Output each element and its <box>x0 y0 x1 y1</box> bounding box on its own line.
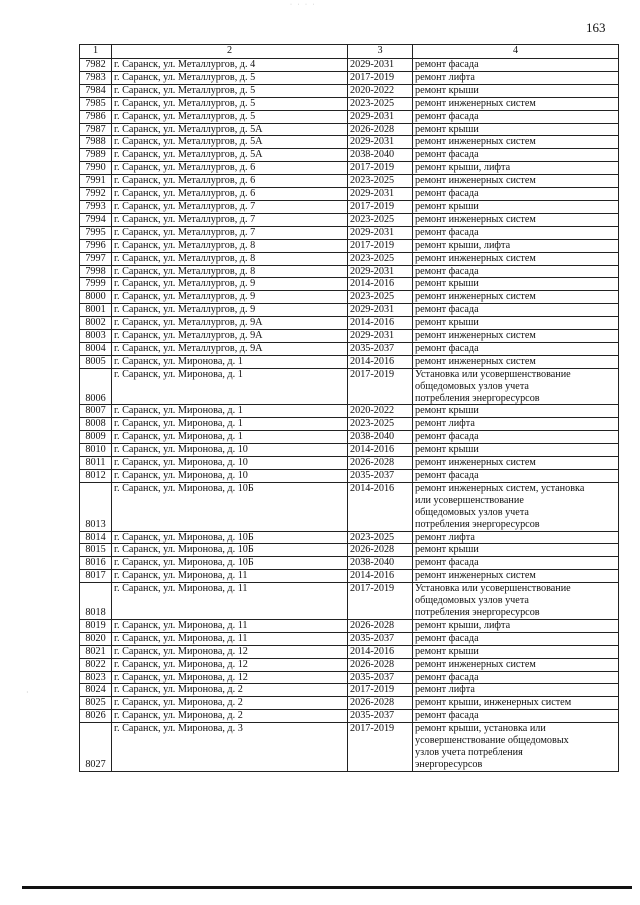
row-work-line: Установка или усовершенствование <box>415 368 571 380</box>
row-work: ремонт фасада <box>413 149 619 162</box>
row-number: 8008 <box>80 418 112 431</box>
row-work: ремонт лифта <box>413 71 619 84</box>
table-row <box>80 619 619 632</box>
row-address: г. Саранск, ул. Миронова, д. 2 <box>112 684 348 697</box>
row-address: г. Саранск, ул. Металлургов, д. 9 <box>112 278 348 291</box>
row-period: 2035-2037 <box>348 632 413 645</box>
row-number: 8009 <box>80 431 112 444</box>
row-work: ремонт фасада <box>413 431 619 444</box>
row-address: г. Саранск, ул. Миронова, д. 2 <box>112 697 348 710</box>
row-address: г. Саранск, ул. Металлургов, д. 4 <box>112 59 348 72</box>
row-number: 7985 <box>80 97 112 110</box>
row-work: ремонт крыши <box>413 123 619 136</box>
row-number: 8015 <box>80 544 112 557</box>
row-number: 8021 <box>80 645 112 658</box>
table-row <box>80 645 619 658</box>
row-work: ремонт крыши <box>413 444 619 457</box>
row-address: г. Саранск, ул. Металлургов, д. 5 <box>112 84 348 97</box>
row-work: ремонт крыши <box>413 645 619 658</box>
header-row <box>80 45 619 59</box>
row-address: г. Саранск, ул. Металлургов, д. 5А <box>112 136 348 149</box>
row-period: 2026-2028 <box>348 457 413 470</box>
row-work: ремонт крыши <box>413 544 619 557</box>
row-work: ремонт крыши, лифта <box>413 619 619 632</box>
row-period: 2035-2037 <box>348 342 413 355</box>
row-address: г. Саранск, ул. Миронова, д. 10Б <box>112 544 348 557</box>
row-address: г. Саранск, ул. Металлургов, д. 5 <box>112 97 348 110</box>
row-period: 2023-2025 <box>348 97 413 110</box>
row-period: 2026-2028 <box>348 658 413 671</box>
header-col-address: 2 <box>112 45 348 59</box>
row-work: ремонт инженерных систем <box>413 457 619 470</box>
row-address: г. Саранск, ул. Миронова, д. 10Б <box>112 531 348 544</box>
row-work: ремонт фасада <box>413 110 619 123</box>
row-address: г. Саранск, ул. Миронова, д. 1 <box>112 368 348 405</box>
row-address: г. Саранск, ул. Миронова, д. 12 <box>112 658 348 671</box>
row-work: ремонт крыши <box>413 278 619 291</box>
row-work: ремонт фасада <box>413 188 619 201</box>
row-address: г. Саранск, ул. Миронова, д. 11 <box>112 570 348 583</box>
row-period: 2026-2028 <box>348 544 413 557</box>
row-address: г. Саранск, ул. Металлургов, д. 9А <box>112 342 348 355</box>
row-period: 2017-2019 <box>348 368 413 405</box>
table-row <box>80 658 619 671</box>
row-address: г. Саранск, ул. Металлургов, д. 9 <box>112 291 348 304</box>
table-row <box>80 71 619 84</box>
row-work: ремонт лифта <box>413 531 619 544</box>
table-row <box>80 84 619 97</box>
row-period: 2026-2028 <box>348 697 413 710</box>
row-period: 2017-2019 <box>348 239 413 252</box>
row-number: 7987 <box>80 123 112 136</box>
table-row <box>80 431 619 444</box>
row-period: 2026-2028 <box>348 123 413 136</box>
row-period: 2029-2031 <box>348 226 413 239</box>
row-address: г. Саранск, ул. Металлургов, д. 6 <box>112 188 348 201</box>
row-period: 2038-2040 <box>348 149 413 162</box>
row-address: г. Саранск, ул. Металлургов, д. 6 <box>112 175 348 188</box>
row-address: г. Саранск, ул. Миронова, д. 10 <box>112 457 348 470</box>
row-work: ремонт фасада <box>413 710 619 723</box>
table-row <box>80 710 619 723</box>
row-address: г. Саранск, ул. Миронова, д. 3 <box>112 723 348 772</box>
row-work: ремонт фасада <box>413 304 619 317</box>
row-period: 2029-2031 <box>348 136 413 149</box>
row-number: 7983 <box>80 71 112 84</box>
row-address: г. Саранск, ул. Металлургов, д. 5А <box>112 123 348 136</box>
table-row <box>80 405 619 418</box>
row-address: г. Саранск, ул. Металлургов, д. 9А <box>112 330 348 343</box>
table-row <box>80 317 619 330</box>
row-number: 8006 <box>80 368 112 405</box>
row-work: ремонт фасада <box>413 470 619 483</box>
works-table-container <box>79 44 619 772</box>
row-work: ремонт крыши, лифта <box>413 239 619 252</box>
row-period: 2023-2025 <box>348 252 413 265</box>
row-period: 2014-2016 <box>348 278 413 291</box>
header-col-work: 4 <box>413 45 619 59</box>
row-number: 7996 <box>80 239 112 252</box>
row-period: 2023-2025 <box>348 531 413 544</box>
scan-noise: · · · · <box>290 2 317 8</box>
row-number: 7995 <box>80 226 112 239</box>
row-number: 7990 <box>80 162 112 175</box>
row-period: 2029-2031 <box>348 265 413 278</box>
row-address: г. Саранск, ул. Металлургов, д. 8 <box>112 252 348 265</box>
row-work: ремонт инженерных систем <box>413 570 619 583</box>
row-work-line: потребления энергоресурсов <box>415 606 540 618</box>
row-period: 2014-2016 <box>348 482 413 531</box>
row-number: 8002 <box>80 317 112 330</box>
row-address: г. Саранск, ул. Миронова, д. 1 <box>112 355 348 368</box>
table-row <box>80 583 619 620</box>
row-work <box>413 723 619 772</box>
row-work: ремонт фасада <box>413 342 619 355</box>
row-work: ремонт инженерных систем <box>413 658 619 671</box>
row-number: 8027 <box>80 723 112 772</box>
row-address: г. Саранск, ул. Миронова, д. 10Б <box>112 482 348 531</box>
row-work: ремонт инженерных систем <box>413 252 619 265</box>
table-row <box>80 544 619 557</box>
row-work-line: Установка или усовершенствование <box>415 583 571 595</box>
table-row <box>80 444 619 457</box>
table-row <box>80 200 619 213</box>
table-row <box>80 557 619 570</box>
row-number: 8019 <box>80 619 112 632</box>
row-number: 8017 <box>80 570 112 583</box>
table-row <box>80 175 619 188</box>
row-work <box>413 583 619 620</box>
row-address: г. Саранск, ул. Металлургов, д. 7 <box>112 200 348 213</box>
row-period: 2038-2040 <box>348 557 413 570</box>
row-address: г. Саранск, ул. Миронова, д. 10 <box>112 444 348 457</box>
row-address: г. Саранск, ул. Миронова, д. 11 <box>112 632 348 645</box>
row-address: г. Саранск, ул. Металлургов, д. 5 <box>112 71 348 84</box>
row-work: ремонт фасада <box>413 226 619 239</box>
table-row <box>80 226 619 239</box>
row-number: 7984 <box>80 84 112 97</box>
page-bottom-edge <box>22 886 632 889</box>
row-period: 2023-2025 <box>348 418 413 431</box>
row-work: ремонт инженерных систем <box>413 175 619 188</box>
row-period: 2029-2031 <box>348 59 413 72</box>
table-row <box>80 265 619 278</box>
table-row <box>80 162 619 175</box>
row-work <box>413 482 619 531</box>
row-work-line: узлов учета потребления <box>415 746 523 758</box>
table-row <box>80 531 619 544</box>
row-period: 2017-2019 <box>348 162 413 175</box>
table-row <box>80 278 619 291</box>
row-number: 8020 <box>80 632 112 645</box>
row-period: 2035-2037 <box>348 710 413 723</box>
table-row <box>80 368 619 405</box>
table-row <box>80 136 619 149</box>
row-work: ремонт крыши <box>413 84 619 97</box>
table-row <box>80 632 619 645</box>
row-number: 8014 <box>80 531 112 544</box>
row-work: ремонт крыши <box>413 317 619 330</box>
row-address: г. Саранск, ул. Металлургов, д. 9А <box>112 317 348 330</box>
row-period: 2020-2022 <box>348 405 413 418</box>
row-period: 2023-2025 <box>348 291 413 304</box>
row-period: 2017-2019 <box>348 71 413 84</box>
row-work-line: общедомовых узлов учета <box>415 595 529 607</box>
row-number: 8005 <box>80 355 112 368</box>
row-address: г. Саранск, ул. Металлургов, д. 6 <box>112 162 348 175</box>
row-work-line: общедомовых узлов учета <box>415 506 529 518</box>
row-period: 2029-2031 <box>348 110 413 123</box>
row-address: г. Саранск, ул. Миронова, д. 11 <box>112 619 348 632</box>
table-row <box>80 723 619 772</box>
works-table <box>79 44 619 772</box>
row-work: ремонт фасада <box>413 265 619 278</box>
table-row <box>80 470 619 483</box>
row-period: 2017-2019 <box>348 684 413 697</box>
row-work: ремонт крыши <box>413 200 619 213</box>
row-work-line: энергоресурсов <box>415 758 483 770</box>
row-work: ремонт инженерных систем <box>413 97 619 110</box>
row-period: 2017-2019 <box>348 200 413 213</box>
row-address: г. Саранск, ул. Миронова, д. 12 <box>112 645 348 658</box>
table-row <box>80 213 619 226</box>
row-work: ремонт крыши, инженерных систем <box>413 697 619 710</box>
row-period: 2017-2019 <box>348 723 413 772</box>
table-row <box>80 330 619 343</box>
row-period: 2038-2040 <box>348 431 413 444</box>
row-number: 7986 <box>80 110 112 123</box>
header-col-number: 1 <box>80 45 112 59</box>
table-row <box>80 684 619 697</box>
table-row <box>80 418 619 431</box>
row-period: 2023-2025 <box>348 175 413 188</box>
row-work-line: ремонт крыши, установка или <box>415 723 546 735</box>
row-work-line: или усовершенствование <box>415 494 524 506</box>
table-header <box>80 45 619 59</box>
row-number: 7999 <box>80 278 112 291</box>
row-work: ремонт крыши, лифта <box>413 162 619 175</box>
row-work: ремонт инженерных систем <box>413 213 619 226</box>
row-number: 7988 <box>80 136 112 149</box>
table-row <box>80 239 619 252</box>
row-address: г. Саранск, ул. Миронова, д. 1 <box>112 418 348 431</box>
row-work: ремонт инженерных систем <box>413 355 619 368</box>
row-period: 2017-2019 <box>348 583 413 620</box>
table-row <box>80 149 619 162</box>
row-work-line: усовершенствование общедомовых <box>415 735 569 747</box>
row-work: ремонт фасада <box>413 671 619 684</box>
row-work-line: потребления энергоресурсов <box>415 392 540 404</box>
row-period: 2014-2016 <box>348 317 413 330</box>
row-number: 7992 <box>80 188 112 201</box>
row-number: 8024 <box>80 684 112 697</box>
row-number: 8011 <box>80 457 112 470</box>
table-row <box>80 291 619 304</box>
row-period: 2035-2037 <box>348 671 413 684</box>
row-period: 2023-2025 <box>348 213 413 226</box>
row-number: 8025 <box>80 697 112 710</box>
row-address: г. Саранск, ул. Металлургов, д. 8 <box>112 239 348 252</box>
row-number: 8016 <box>80 557 112 570</box>
row-number: 8001 <box>80 304 112 317</box>
table-row <box>80 59 619 72</box>
table-row <box>80 355 619 368</box>
row-period: 2014-2016 <box>348 645 413 658</box>
row-address: г. Саранск, ул. Миронова, д. 10 <box>112 470 348 483</box>
row-number: 7997 <box>80 252 112 265</box>
row-number: 7994 <box>80 213 112 226</box>
row-work-line: общедомовых узлов учета <box>415 380 529 392</box>
row-address: г. Саранск, ул. Металлургов, д. 7 <box>112 213 348 226</box>
row-address: г. Саранск, ул. Металлургов, д. 7 <box>112 226 348 239</box>
table-body <box>80 59 619 772</box>
row-number: 8018 <box>80 583 112 620</box>
row-period: 2014-2016 <box>348 570 413 583</box>
row-number: 8012 <box>80 470 112 483</box>
row-address: г. Саранск, ул. Миронова, д. 1 <box>112 405 348 418</box>
row-period: 2029-2031 <box>348 188 413 201</box>
row-number: 7998 <box>80 265 112 278</box>
row-address: г. Саранск, ул. Миронова, д. 1 <box>112 431 348 444</box>
scan-mark: · <box>26 688 29 697</box>
row-work-line: потребления энергоресурсов <box>415 518 540 530</box>
header-col-period: 3 <box>348 45 413 59</box>
row-number: 8023 <box>80 671 112 684</box>
row-address: г. Саранск, ул. Миронова, д. 11 <box>112 583 348 620</box>
row-number: 8003 <box>80 330 112 343</box>
row-number: 8000 <box>80 291 112 304</box>
row-period: 2014-2016 <box>348 355 413 368</box>
row-number: 8026 <box>80 710 112 723</box>
row-number: 8007 <box>80 405 112 418</box>
table-row <box>80 304 619 317</box>
row-work: ремонт инженерных систем <box>413 291 619 304</box>
row-period: 2020-2022 <box>348 84 413 97</box>
table-row <box>80 97 619 110</box>
row-address: г. Саранск, ул. Миронова, д. 2 <box>112 710 348 723</box>
row-address: г. Саранск, ул. Металлургов, д. 9 <box>112 304 348 317</box>
table-row <box>80 671 619 684</box>
row-work <box>413 368 619 405</box>
row-work-line: ремонт инженерных систем, установка <box>415 482 585 494</box>
row-number: 7991 <box>80 175 112 188</box>
row-address: г. Саранск, ул. Металлургов, д. 5 <box>112 110 348 123</box>
row-work: ремонт лифта <box>413 418 619 431</box>
table-row <box>80 482 619 531</box>
row-work: ремонт лифта <box>413 684 619 697</box>
row-period: 2029-2031 <box>348 304 413 317</box>
table-row <box>80 697 619 710</box>
row-work: ремонт инженерных систем <box>413 330 619 343</box>
row-address: г. Саранск, ул. Миронова, д. 10Б <box>112 557 348 570</box>
row-period: 2035-2037 <box>348 470 413 483</box>
table-row <box>80 457 619 470</box>
table-row <box>80 342 619 355</box>
row-address: г. Саранск, ул. Металлургов, д. 5А <box>112 149 348 162</box>
table-row <box>80 123 619 136</box>
row-work: ремонт крыши <box>413 405 619 418</box>
row-period: 2026-2028 <box>348 619 413 632</box>
row-period: 2029-2031 <box>348 330 413 343</box>
row-number: 8010 <box>80 444 112 457</box>
page-number: 163 <box>586 20 606 35</box>
row-number: 8022 <box>80 658 112 671</box>
row-address: г. Саранск, ул. Миронова, д. 12 <box>112 671 348 684</box>
row-work: ремонт фасада <box>413 632 619 645</box>
row-number: 7989 <box>80 149 112 162</box>
row-address: г. Саранск, ул. Металлургов, д. 8 <box>112 265 348 278</box>
table-row <box>80 252 619 265</box>
row-number: 8004 <box>80 342 112 355</box>
table-row <box>80 570 619 583</box>
table-row <box>80 110 619 123</box>
row-number: 7982 <box>80 59 112 72</box>
row-work: ремонт фасада <box>413 59 619 72</box>
row-number: 8013 <box>80 482 112 531</box>
table-row <box>80 188 619 201</box>
row-number: 7993 <box>80 200 112 213</box>
row-work: ремонт фасада <box>413 557 619 570</box>
row-period: 2014-2016 <box>348 444 413 457</box>
row-work: ремонт инженерных систем <box>413 136 619 149</box>
